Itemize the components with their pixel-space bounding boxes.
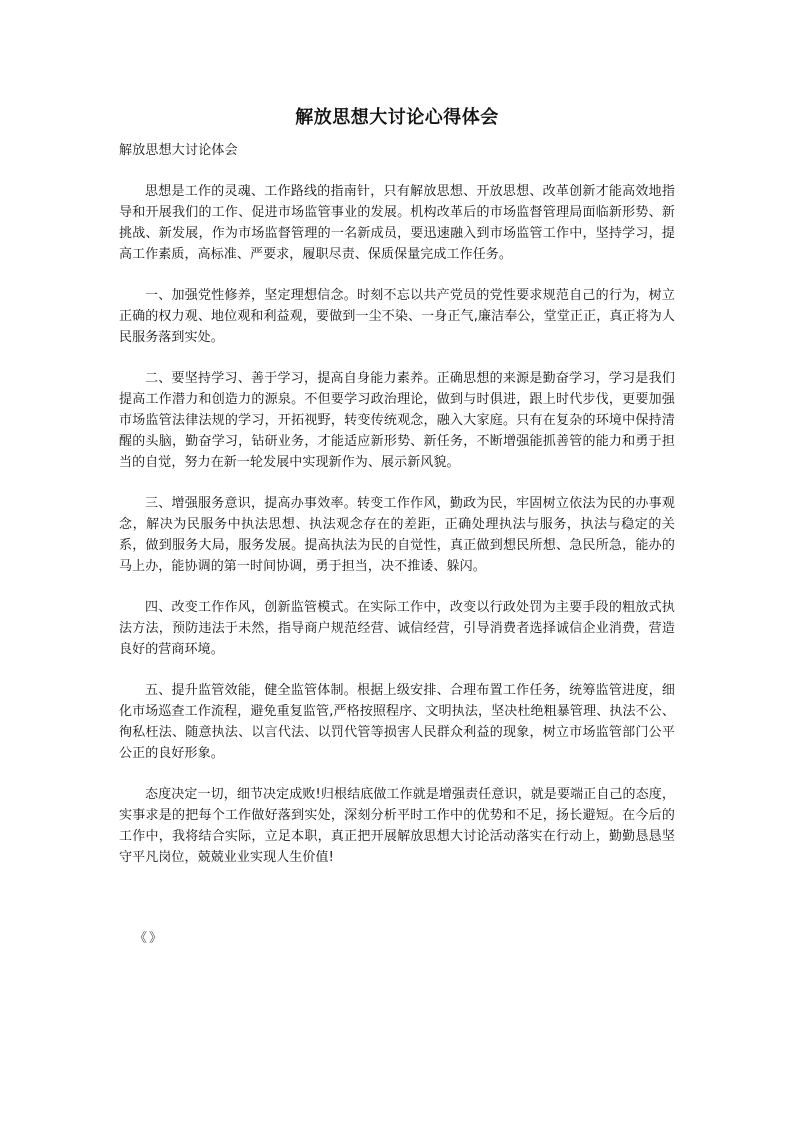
paragraph-section-4: 四、改变工作作风，创新监管模式。在实际工作中，改变以行政处罚为主要手段的粗放式执法方法，预防违法于未然，指导商户规范经营、诚信经营，引导消费者选择诚信企业消费，营造良好的营商环境。 [119, 600, 675, 657]
paragraph-conclusion: 态度决定一切，细节决定成败!归根结底做工作就是增强责任意识，就是要端正自己的态度，实事求是的把每个工作做好落到实处，深刻分析平时工作中的优势和不足，扬长避短。在今后的工作中，我将结合实际，立足本职，真正把开展解放思想大讨论活动落实在行动上，勤勤恳恳坚守平凡岗位，兢兢业业实现人生价值! [119, 787, 675, 865]
paragraph-intro: 思想是工作的灵魂、工作路线的指南针，只有解放思想、开放思想、改革创新才能高效地指导和开展我们的工作、促进市场监管事业的发展。机构改革后的市场监督管理局面临新形势、新挑战、新发展，作为市场监督管理的一名新成员，要迅速融入到市场监管工作中，坚持学习，提高工作素质，高标准、严要求，履职尽责、保质保量完成工作任务。 [119, 184, 675, 262]
document-subtitle: 解放思想大讨论体会 [119, 143, 238, 158]
paragraph-section-3: 三、增强服务意识，提高办事效率。转变工作作风，勤政为民，牢固树立依法为民的办事观念，解决为民服务中执法思想、执法观念存在的差距，正确处理执法与服务，执法与稳定的关系，做到服务大局，服务发展。提高执法为民的自觉性，真正做到想民所想、急民所急，能办的马上办，能协调的第一时间协调，勇于担当，决不推诿、躲闪。 [119, 496, 675, 574]
paragraph-section-5: 五、提升监管效能，健全监管体制。根据上级安排、合理布置工作任务，统筹监管进度，细化市场巡查工作流程，避免重复监管,严格按照程序、文明执法，坚决杜绝粗暴管理、执法不公、徇私枉法、随意执法、以言代法、以罚代管等损害人民群众利益的现象，树立市场监管部门公平公正的良好形象。 [119, 683, 675, 761]
document-title: 解放思想大讨论心得体会 [295, 107, 499, 128]
paragraph-section-2: 二、要坚持学习、善于学习，提高自身能力素养。正确思想的来源是勤奋学习，学习是我们提高工作潜力和创造力的源泉。不但要学习政治理论，做到与时俱进，跟上时代步伐，更要加强市场监管法律法规的学习，开拓视野，转变传统观念，融入大家庭。只有在复杂的环境中保持清醒的头脑，勤奋学习，钻研业务，才能适应新形势、新任务，不断增强能抓善管的能力和勇于担当的自觉，努力在新一轮发展中实现新作为、展示新风貌。 [119, 371, 675, 470]
paragraph-section-1: 一、加强党性修养，坚定理想信念。时刻不忘以共产党员的党性要求规范自己的行为，树立正确的权力观、地位观和利益观，要做到一尘不染、一身正气,廉洁奉公，堂堂正正，真正将为人民服务落到实处。 [119, 288, 675, 345]
document-body [119, 181, 675, 888]
page-nav-marks: 《》 [134, 931, 165, 946]
